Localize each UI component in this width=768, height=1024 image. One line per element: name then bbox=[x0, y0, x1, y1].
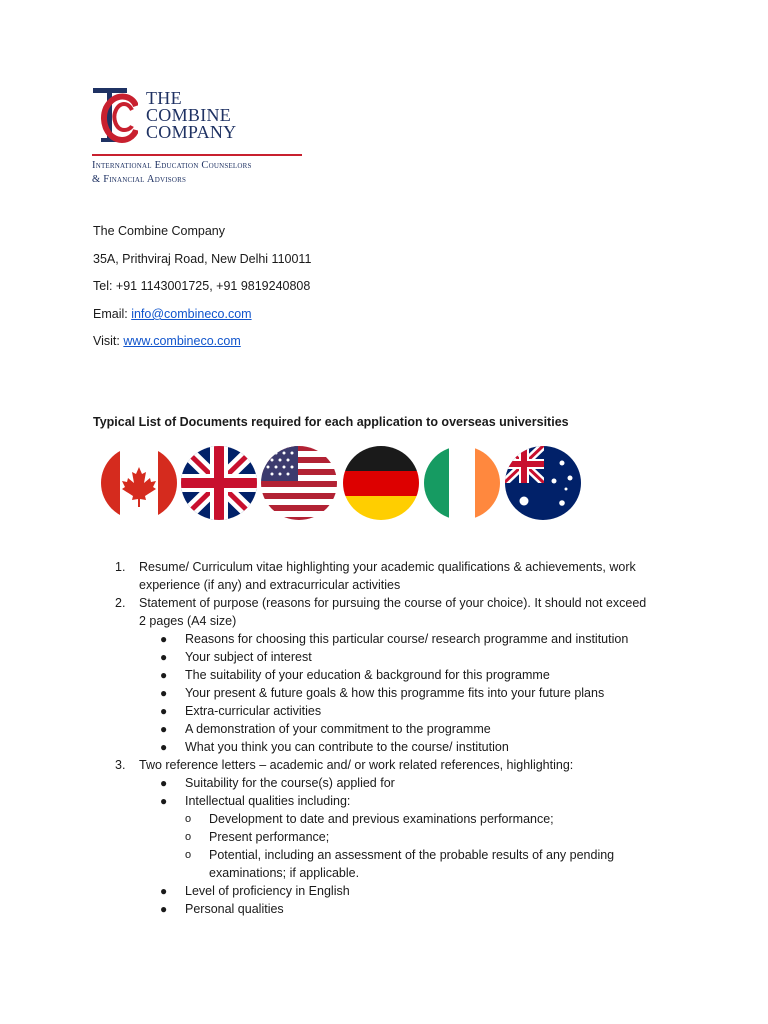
contact-address: 35A, Prithviraj Road, New Delhi 110011 bbox=[93, 252, 312, 266]
logo-divider bbox=[92, 154, 302, 156]
circle-bullet-icon: o bbox=[185, 849, 192, 861]
bullet-item bbox=[93, 684, 683, 702]
visit-label: Visit: bbox=[93, 334, 124, 348]
sub-bullet-item bbox=[93, 846, 683, 864]
circle-bullet-icon: o bbox=[185, 813, 192, 825]
tagline-line-1: International Education Counselors bbox=[92, 160, 252, 171]
contact-email bbox=[93, 306, 252, 322]
uk-flag-icon bbox=[180, 445, 258, 521]
germany-flag-icon bbox=[342, 445, 420, 521]
logo-line-3: COMPANY bbox=[146, 122, 237, 142]
bullet-item bbox=[93, 666, 683, 684]
item-number: 3. bbox=[115, 758, 126, 772]
sub-bullet-text: Potential, including an assessment of the probable results of any pending bbox=[209, 848, 615, 862]
list-item bbox=[93, 594, 683, 612]
bullet-item bbox=[93, 792, 683, 810]
sub-bullet-text: Present performance; bbox=[209, 830, 330, 844]
bullet-item bbox=[93, 630, 683, 648]
canada-flag-icon bbox=[100, 445, 178, 521]
bullet-icon: ● bbox=[160, 704, 168, 718]
sub-bullet-text: Development to date and previous examinations performance; bbox=[209, 812, 554, 826]
email-label: Email: bbox=[93, 307, 132, 321]
company-logo bbox=[92, 86, 307, 186]
item-number: 1. bbox=[115, 560, 126, 574]
bullet-item bbox=[93, 648, 683, 666]
website-link[interactable]: www.combineco.com bbox=[123, 334, 241, 348]
bullet-icon: ● bbox=[160, 632, 168, 646]
australia-flag-icon bbox=[504, 445, 582, 521]
bullet-item bbox=[93, 900, 683, 918]
tagline-line-2: & Financial Advisors bbox=[92, 174, 187, 185]
bullet-item bbox=[93, 774, 683, 792]
documents-heading: Typical List of Documents required for each application to overseas universities bbox=[93, 415, 569, 429]
bullet-item bbox=[93, 738, 683, 756]
bullet-text: A demonstration of your commitment to the programme bbox=[185, 722, 491, 736]
bullet-text: The suitability of your education & background for this programme bbox=[185, 668, 550, 682]
item-number: 2. bbox=[115, 596, 126, 610]
bullet-icon: ● bbox=[160, 722, 168, 736]
bullet-text: Level of proficiency in English bbox=[185, 884, 350, 898]
bullet-icon: ● bbox=[160, 650, 168, 664]
item-text: Two reference letters – academic and/ or work related references, highlighting: bbox=[139, 758, 574, 772]
bullet-icon: ● bbox=[160, 740, 168, 754]
bullet-icon: ● bbox=[160, 884, 168, 898]
bullet-text: Personal qualities bbox=[185, 902, 284, 916]
bullet-text: Extra-curricular activities bbox=[185, 704, 322, 718]
list-item bbox=[93, 756, 683, 774]
item-text-continued: 2 pages (A4 size) bbox=[139, 614, 237, 628]
sub-bullet-item bbox=[93, 828, 683, 846]
list-item bbox=[93, 558, 683, 576]
item-text: Statement of purpose (reasons for pursuing the course of your choice). It should not exceed bbox=[139, 596, 647, 610]
bullet-icon: ● bbox=[160, 686, 168, 700]
bullet-text: Suitability for the course(s) applied for bbox=[185, 776, 395, 790]
contact-company: The Combine Company bbox=[93, 224, 226, 238]
bullet-text: What you think you can contribute to the course/ institution bbox=[185, 740, 509, 754]
sub-bullet-item bbox=[93, 810, 683, 828]
bullet-icon: ● bbox=[160, 668, 168, 682]
contact-visit bbox=[93, 333, 241, 349]
item-text-continued: experience (if any) and extracurricular activities bbox=[139, 578, 401, 592]
email-link[interactable]: info@combineco.com bbox=[131, 307, 252, 321]
documents-list bbox=[93, 558, 683, 918]
bullet-text: Intellectual qualities including: bbox=[185, 794, 351, 808]
logo-line-1: THE bbox=[146, 88, 182, 108]
bullet-icon: ● bbox=[160, 776, 168, 790]
bullet-text: Your present & future goals & how this programme fits into your future plans bbox=[185, 686, 605, 700]
company-name bbox=[146, 90, 236, 141]
bullet-icon: ● bbox=[160, 794, 168, 808]
bullet-item bbox=[93, 882, 683, 900]
bullet-item bbox=[93, 720, 683, 738]
bullet-icon: ● bbox=[160, 902, 168, 916]
sub-bullet-text-continued: examinations; if applicable. bbox=[209, 866, 360, 880]
logo-tagline bbox=[92, 159, 252, 187]
circle-bullet-icon: o bbox=[185, 831, 192, 843]
ireland-flag-icon bbox=[423, 445, 501, 521]
logo-line-2: COMBINE bbox=[146, 105, 232, 125]
usa-flag-icon bbox=[260, 445, 338, 521]
item-text: Resume/ Curriculum vitae highlighting your academic qualifications & achievements, work bbox=[139, 560, 636, 574]
bullet-text: Your subject of interest bbox=[185, 650, 312, 664]
bullet-text: Reasons for choosing this particular course/ research programme and institution bbox=[185, 632, 629, 646]
tc-monogram-icon bbox=[92, 86, 138, 146]
contact-tel: Tel: +91 1143001725, +91 9819240808 bbox=[93, 279, 311, 293]
bullet-item bbox=[93, 702, 683, 720]
